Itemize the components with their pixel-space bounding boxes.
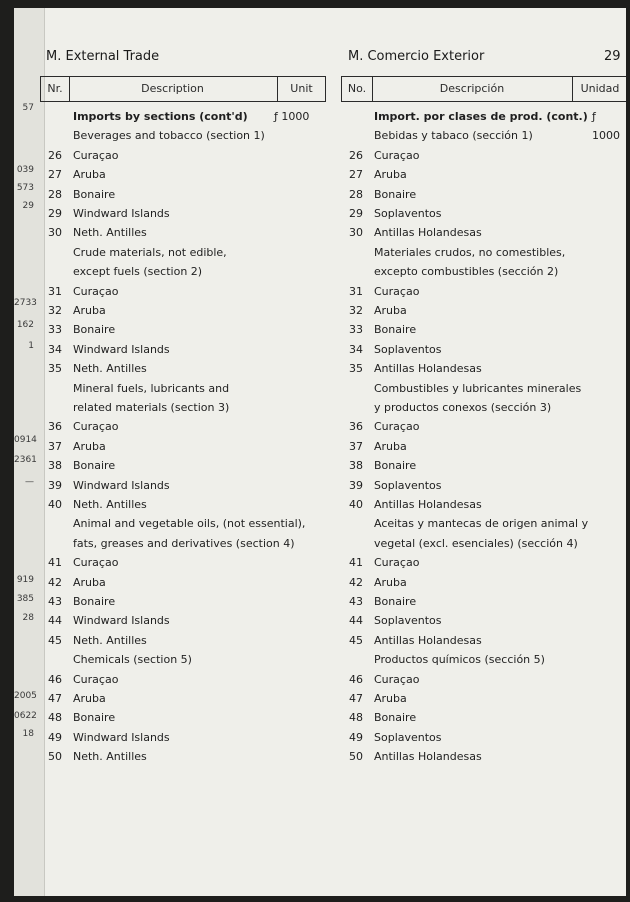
bleed-mark: 57 [22,103,34,113]
left-table-row [40,553,118,572]
right-row-description: Combustibles y lubricantes minerales [374,381,582,395]
right-row-number: 28 [349,187,363,201]
right-table-row [341,126,533,145]
left-table-row [40,146,118,165]
right-row-number: 29 [349,207,363,220]
left-table-row [40,708,115,727]
left-table-row [40,204,170,223]
left-row-number: 34 [48,342,62,356]
right-row-description: Bonaire [374,595,417,608]
left-row-description: Neth. Antilles [73,226,147,240]
bleed-mark: 0622 [14,711,37,721]
left-row-description: Aruba [73,168,106,182]
left-table-row [40,573,106,592]
right-row-number: 50 [349,750,363,764]
unidad-header: Unidad [580,82,620,95]
left-table-row [40,301,106,320]
right-table-row [341,708,416,727]
right-row-number: 30 [349,226,363,240]
left-table-row [40,728,170,747]
right-row-description: Soplaventos [374,342,442,356]
right-row-description: Soplaventos [374,730,442,744]
left-table-row [40,650,192,669]
right-row-description: Productos químicos (sección 5) [374,653,545,667]
left-table-row [40,165,106,184]
right-row-number: 45 [349,633,363,647]
left-row-description: Neth. Antilles [73,498,147,511]
scanned-page [14,8,626,896]
right-row-description: Curaçao [374,420,420,434]
bleed-mark: 919 [16,575,34,585]
right-row-description: vegetal (excl. esenciales) (sección 4) [374,536,578,550]
right-table-row [341,165,407,184]
left-row-description: Curaçao [73,420,119,434]
description-header: Description [141,82,204,95]
left-table-row [40,185,115,204]
left-table-row [40,514,305,533]
left-row-description: Bonaire [73,711,116,725]
left-table-row [40,282,118,301]
left-row-description: Neth. Antilles [73,362,147,376]
left-row-description: fats, greases and derivatives (section 4) [73,536,295,550]
left-table-row [40,495,147,514]
right-table-row [341,204,442,223]
left-row-number: 49 [48,730,62,744]
left-row-description: except fuels (section 2) [73,265,203,279]
right-table-row [341,611,442,630]
bleed-mark: 2005 [14,691,37,701]
right-row-description: Curaçao [374,556,420,570]
left-table-row [40,223,147,242]
left-row-number: 44 [48,614,62,628]
right-table-row [341,379,581,398]
right-row-number: 46 [349,672,363,686]
right-table-row [341,456,416,475]
left-table-row [40,534,295,553]
right-row-number: 27 [349,168,363,182]
left-table-row [40,417,118,436]
right-table-row [341,553,419,572]
right-table-row [341,495,482,514]
left-row-number: 29 [48,207,62,220]
bleed-mark: 385 [16,594,34,604]
right-row-description: Antillas Holandesas [374,498,482,511]
right-row-description: Antillas Holandesas [374,226,482,240]
right-table-row [341,107,588,126]
no-header: No. [347,82,367,95]
left-row-number: 33 [48,323,62,337]
left-table-row [40,107,248,126]
left-row-description: Imports by sections (cont'd) [73,110,248,123]
right-row-description: Curaçao [374,284,420,298]
page-number: 29 [604,49,621,64]
right-row-description: Bonaire [374,459,417,473]
left-row-description: Animal and vegetable oils, (not essential), [73,517,306,531]
right-row-description: Bonaire [374,711,417,725]
descripcion-header: Descripción [439,82,505,95]
left-row-description: Neth. Antilles [73,750,147,764]
right-row-number: 39 [349,478,363,492]
left-row-number: 48 [48,711,62,725]
right-row-description: Aruba [374,692,407,705]
right-row-number: 49 [349,730,363,744]
left-table-row [40,437,106,456]
left-row-number: 47 [48,692,62,705]
left-table-row [40,476,170,495]
right-row-number: 33 [349,323,363,337]
right-table-row [341,243,565,262]
left-row-number: 46 [48,672,62,686]
right-row-description: Soplaventos [374,478,442,492]
left-row-description: Windward Islands [73,207,170,220]
left-row-number: 30 [48,226,62,240]
right-table-row [341,301,407,320]
right-row-description: Aruba [374,168,407,182]
left-title: M. External Trade [46,49,160,64]
left-table-row [40,592,115,611]
nr-header: Nr. [47,82,63,95]
left-column-header [40,76,326,102]
left-table-row [40,320,115,339]
right-table-row [341,320,416,339]
right-row-number: 36 [349,420,363,434]
right-row-description: y productos conexos (sección 3) [374,401,552,414]
bleed-mark: 0914 [14,435,37,445]
left-row-number: 42 [48,575,62,589]
left-row-description: Neth. Antilles [73,633,147,647]
right-table-row [341,185,416,204]
right-table-row [341,340,442,359]
right-row-number: 38 [349,459,363,473]
left-row-description: Curaçao [73,284,119,298]
right-table-row [341,728,442,747]
left-row-description: Windward Islands [73,614,170,628]
bleed-mark: — [25,477,34,487]
left-row-description: Aruba [73,439,106,453]
left-row-number: 39 [48,478,62,492]
right-row-description: Curaçao [374,672,420,686]
right-table-row [341,262,558,281]
left-table-row [40,631,147,650]
left-table-row [40,243,227,262]
left-row-number: 36 [48,420,62,434]
bleed-mark: 1 [28,341,34,351]
right-row-description: Antillas Holandesas [374,362,482,376]
left-row-description: Mineral fuels, lubricants and [73,381,230,395]
unit-value-left: ƒ 1000 [274,110,310,123]
right-row-description: Aruba [374,439,407,453]
left-row-description: Curaçao [73,672,119,686]
left-row-number: 37 [48,439,62,453]
left-row-description: Windward Islands [73,730,170,744]
left-row-description: Aruba [73,692,106,705]
right-row-number: 42 [349,575,363,589]
left-row-number: 35 [48,362,62,376]
left-row-number: 31 [48,284,62,298]
bleed-mark: 18 [22,729,34,739]
unit-value-right: ƒ 1000 [592,110,620,142]
right-table-row [341,398,551,417]
right-table-row [341,650,545,669]
left-row-description: Beverages and tobacco (section 1) [73,129,265,143]
right-title: M. Comercio Exterior [348,49,485,64]
right-row-description: Bonaire [374,323,417,337]
right-row-description: excepto combustibles (sección 2) [374,265,559,279]
right-table-row [341,146,419,165]
left-row-description: Bonaire [73,187,116,201]
left-table-row [40,262,202,281]
right-table-row [341,747,482,766]
right-row-description: Materiales crudos, no comestibles, [374,245,566,259]
right-row-description: Bonaire [374,187,417,201]
right-column-header [341,76,626,102]
right-row-description: Aruba [374,304,407,317]
left-row-number: 40 [48,498,62,511]
bleed-mark: 29 [22,201,34,211]
right-row-description: Antillas Holandesas [374,750,482,764]
right-table-row [341,670,419,689]
right-row-number: 34 [349,342,363,356]
bleed-mark: 2733 [14,298,37,308]
left-row-number: 38 [48,459,62,473]
bleed-mark: 28 [22,613,34,623]
left-table-row [40,689,106,708]
left-row-description: Curaçao [73,148,119,162]
right-row-description: Aruba [374,575,407,589]
right-row-description: Soplaventos [374,614,442,628]
right-row-number: 41 [349,556,363,570]
bleed-mark: 2361 [14,455,37,465]
left-row-number: 45 [48,633,62,647]
left-row-description: Bonaire [73,323,116,337]
left-row-description: Chemicals (section 5) [73,653,192,667]
left-row-number: 27 [48,168,62,182]
bleed-mark: 039 [16,165,34,175]
right-table-row [341,689,407,708]
right-row-number: 40 [349,498,363,511]
left-table-row [40,611,170,630]
right-row-description: Bebidas y tabaco (sección 1) [374,129,533,143]
left-row-description: Windward Islands [73,478,170,492]
right-row-description: Soplaventos [374,207,442,220]
right-table-row [341,359,482,378]
left-table-row [40,670,118,689]
left-table-row [40,456,115,475]
left-row-description: Windward Islands [73,342,170,356]
right-table-row [341,573,407,592]
right-table-row [341,631,482,650]
right-table-row [341,592,416,611]
right-table-row [341,476,442,495]
bleed-mark: 162 [16,320,34,330]
left-row-description: Bonaire [73,459,116,473]
left-row-description: related materials (section 3) [73,401,230,414]
right-table-row [341,514,588,533]
right-row-number: 35 [349,362,363,376]
left-row-description: Crude materials, not edible, [73,245,227,259]
left-row-number: 43 [48,595,62,608]
right-table-row [341,417,419,436]
bleed-mark: 573 [16,183,34,193]
right-row-description: Antillas Holandesas [374,633,482,647]
left-row-number: 41 [48,556,62,570]
left-table-row [40,379,229,398]
right-row-number: 26 [349,148,363,162]
right-row-number: 32 [349,304,363,317]
right-table-row [341,223,482,242]
left-row-description: Aruba [73,575,106,589]
right-row-number: 43 [349,595,363,608]
right-row-number: 37 [349,439,363,453]
left-row-description: Aruba [73,304,106,317]
left-row-description: Bonaire [73,595,116,608]
right-row-description: Curaçao [374,148,420,162]
left-table-row [40,747,147,766]
right-table-row [341,534,578,553]
right-row-number: 48 [349,711,363,725]
right-row-number: 44 [349,614,363,628]
right-row-number: 47 [349,692,363,705]
right-table-row [341,282,419,301]
right-row-description: Aceitas y mantecas de origen animal y [374,517,589,531]
left-row-number: 26 [48,148,62,162]
left-row-number: 28 [48,187,62,201]
left-row-number: 32 [48,304,62,317]
left-table-row [40,126,265,145]
left-row-number: 50 [48,750,62,764]
right-row-number: 31 [349,284,363,298]
left-row-description: Curaçao [73,556,119,570]
unit-header: Unit [290,82,313,95]
left-table-row [40,398,229,417]
left-table-row [40,359,147,378]
right-table-row [341,437,407,456]
right-row-description: Import. por clases de prod. (cont.) [374,110,588,123]
left-table-row [40,340,170,359]
